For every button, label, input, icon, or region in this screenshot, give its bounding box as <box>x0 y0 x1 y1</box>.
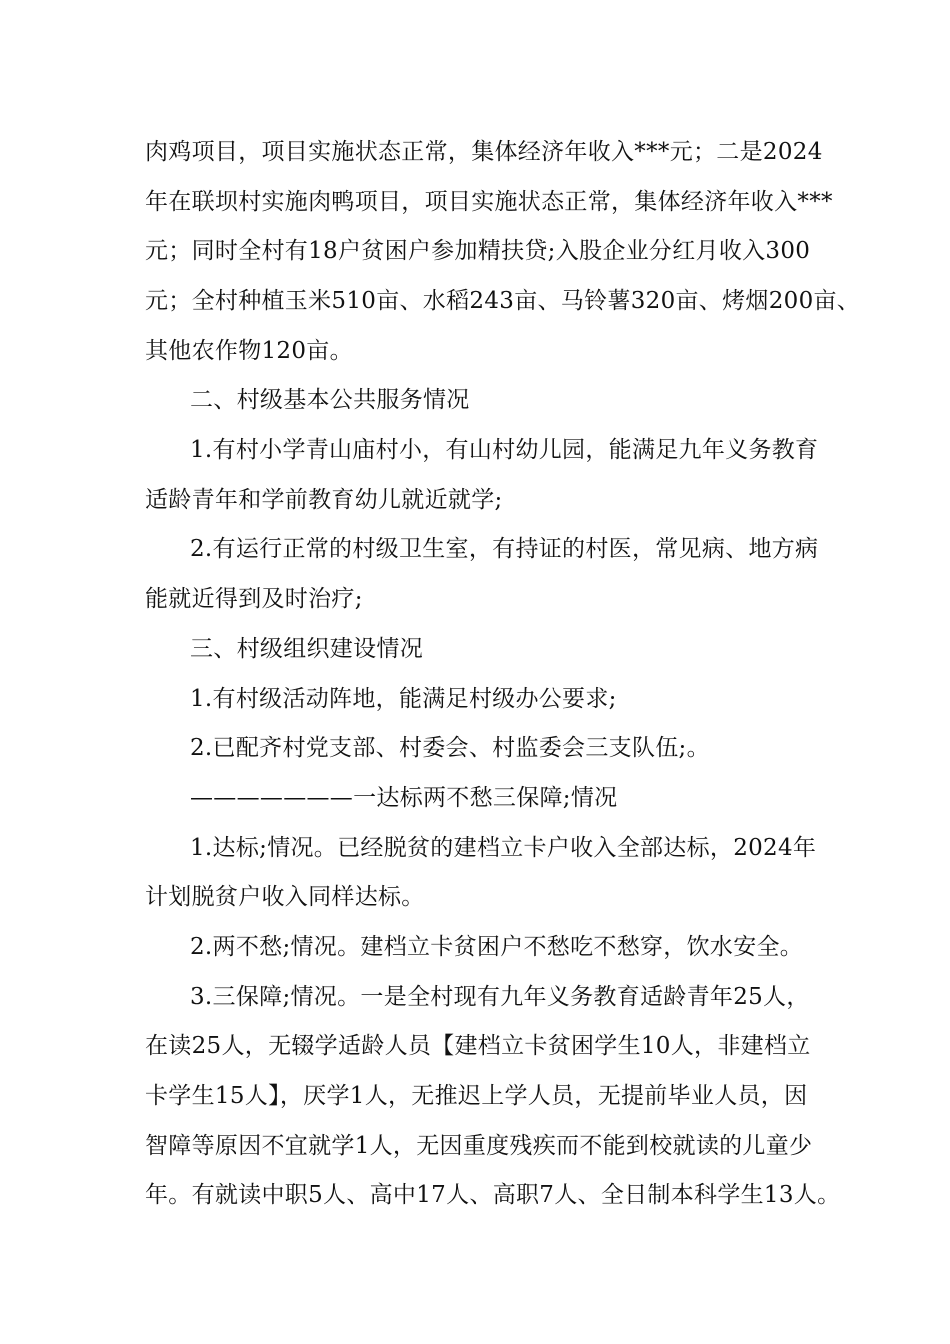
body-text-line: 卡学生15人】，厌学1人，无推迟上学人员，无提前毕业人员，因 <box>145 1083 808 1109</box>
body-text-line: 年在联坝村实施肉鸭项目，项目实施状态正常，集体经济年收入*** <box>145 189 833 215</box>
section-heading: 二、村级基本公共服务情况 <box>190 387 470 413</box>
body-text-line: 适龄青年和学前教育幼儿就近就学; <box>145 487 503 513</box>
body-text-line: 其他农作物120亩。 <box>145 338 353 364</box>
body-text-line: 元；同时全村有18户贫困户参加精扶贷;入股企业分红月收入300 <box>145 238 811 264</box>
list-item-text: 2.已配齐村党支部、村委会、村监委会三支队伍;。 <box>190 735 710 761</box>
list-item-text: 2.两不愁;情况。建档立卡贫困户不愁吃不愁穿，饮水安全。 <box>190 934 804 960</box>
list-item-text: 1.达标;情况。已经脱贫的建档立卡户收入全部达标，2024年 <box>190 835 817 861</box>
body-text-line: 元；全村种植玉米510亩、水稻243亩、马铃薯320亩、烤烟200亩、 <box>145 288 861 314</box>
body-text-line: 年。有就读中职5人、高中17人、高职7人、全日制本科学生13人。 <box>145 1182 841 1208</box>
body-text-line: 肉鸡项目，项目实施状态正常，集体经济年收入***元；二是2024 <box>145 139 823 165</box>
section-heading: ———————一达标两不愁三保障;情况 <box>190 785 618 811</box>
body-text-line: 能就近得到及时治疗; <box>145 586 363 612</box>
list-item-text: 1.有村小学青山庙村小，有山村幼儿园，能满足九年义务教育 <box>190 437 819 463</box>
section-heading: 三、村级组织建设情况 <box>190 636 423 662</box>
list-item-text: 2.有运行正常的村级卫生室，有持证的村医，常见病、地方病 <box>190 536 819 562</box>
body-text-line: 智障等原因不宜就学1人，无因重度残疾而不能到校就读的儿童少 <box>145 1133 813 1159</box>
list-item-text: 3.三保障;情况。一是全村现有九年义务教育适龄青年25人， <box>190 984 810 1010</box>
body-text-line: 在读25人，无辍学适龄人员【建档立卡贫困学生10人，非建档立 <box>145 1033 811 1059</box>
body-text-line: 计划脱贫户收入同样达标。 <box>145 884 425 910</box>
list-item-text: 1.有村级活动阵地，能满足村级办公要求; <box>190 686 617 712</box>
